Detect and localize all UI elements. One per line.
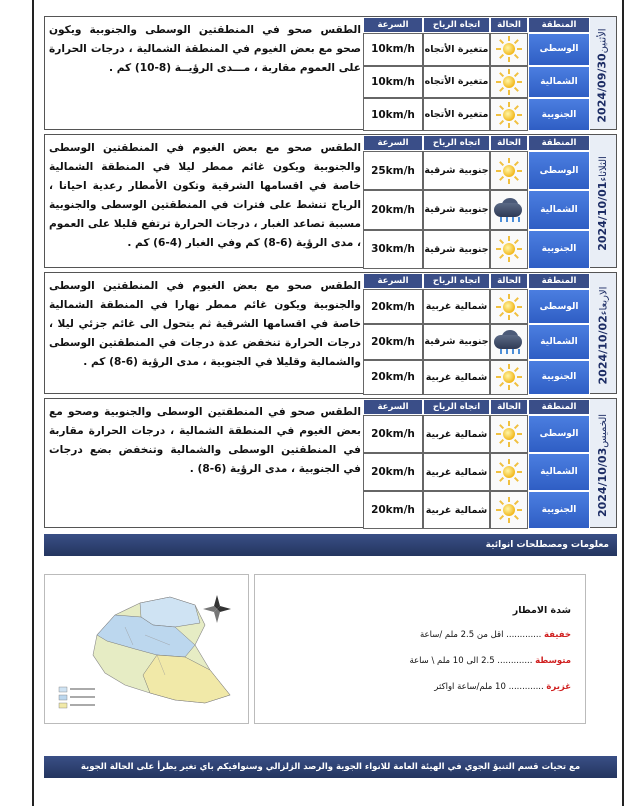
sun-icon xyxy=(496,294,522,320)
sun-icon xyxy=(496,36,522,62)
sun-core xyxy=(503,165,515,177)
state-cell xyxy=(490,324,528,359)
wind-speed-cell: 10km/h xyxy=(363,33,423,66)
sun-icon xyxy=(496,158,522,184)
day-date: 2024/10/03 xyxy=(596,447,609,517)
wind-speed-cell: 20km/h xyxy=(363,360,423,395)
header-region: المنطقة xyxy=(528,135,590,151)
rain-text: ............. 10 ملم/ساعة اواكثر xyxy=(434,682,544,692)
sun-icon xyxy=(496,421,522,447)
rain-label: غزيرة xyxy=(546,682,571,692)
header-speed: السرعة xyxy=(363,17,423,33)
sun-core xyxy=(503,504,515,516)
day-block xyxy=(44,398,617,528)
forecast-description: الطقس صحو مع بعض الغيوم في المنطقتين الوسطى والجنوبية ويكون غائم ممطر ليلا في المنطقة الشمالية خاصة في اقسامها الشرقية وتكون الأمطار رعدية احيانا ، الرياح تنشط على فترات في المنطقتين الوسطى والجنوبية مسببة تصاعد الغبار ، درجات الحرارة ترتفع قليلا على العموم ، مدى الرؤية (6-8) كم وفي الغبار (4-6) كم . xyxy=(49,142,361,249)
wind-direction-cell: شمالية غربية xyxy=(423,360,490,395)
state-cell xyxy=(490,190,528,229)
day-name: الأثنين xyxy=(598,27,609,53)
sun-icon xyxy=(496,236,522,262)
rain-drop xyxy=(500,349,502,354)
day-block xyxy=(44,272,617,394)
state-cell xyxy=(490,415,528,453)
wind-direction-cell: متغيرة الأتجاه xyxy=(423,98,490,131)
day-date: 2024/10/02 xyxy=(596,314,609,384)
wind-direction-cell: جنوبية شرقية xyxy=(423,151,490,190)
wind-speed-cell: 20km/h xyxy=(363,324,423,359)
region-cell: الجنوبية xyxy=(528,98,590,131)
wind-speed-cell: 20km/h xyxy=(363,453,423,491)
iraq-regions-map xyxy=(44,574,249,724)
state-cell xyxy=(490,98,528,131)
header-wind-dir: اتجاه الرياح xyxy=(423,399,490,415)
sun-icon xyxy=(496,497,522,523)
storm-cloud-icon xyxy=(492,329,526,355)
sun-icon xyxy=(496,102,522,128)
wind-direction-cell: جنوبية شرقية xyxy=(423,190,490,229)
sun-icon xyxy=(496,459,522,485)
rain-intensity-panel xyxy=(254,574,586,724)
region-cell: الوسطى xyxy=(528,415,590,453)
header-region: المنطقة xyxy=(528,273,590,289)
wind-speed-cell: 25km/h xyxy=(363,151,423,190)
wind-speed-cell: 20km/h xyxy=(363,415,423,453)
region-cell: الجنوبية xyxy=(528,360,590,395)
day-date: 2024/09/30 xyxy=(596,52,609,123)
header-state: الحالة xyxy=(490,399,528,415)
region-cell: الشمالية xyxy=(528,453,590,491)
state-cell xyxy=(490,453,528,491)
footer-bar xyxy=(44,756,617,778)
header-wind-dir: اتجاه الرياح xyxy=(423,273,490,289)
region-cell: الشمالية xyxy=(528,324,590,359)
wind-speed-cell: 30km/h xyxy=(363,230,423,269)
left-frame-line xyxy=(32,0,34,806)
region-cell: الجنوبية xyxy=(528,230,590,269)
region-cell: الشمالية xyxy=(528,66,590,99)
wind-speed-cell: 10km/h xyxy=(363,66,423,99)
date-label xyxy=(596,152,609,251)
info-title-bar xyxy=(44,534,617,556)
rain-drop xyxy=(506,349,508,354)
state-cell xyxy=(490,360,528,395)
region-cell: الجنوبية xyxy=(528,491,590,529)
rain-row-light xyxy=(255,630,571,640)
forecast-description: الطقس صحو مع بعض الغيوم في المنطقتين الوسطى والجنوبية ويكون غائم ممطر نهارا في المنطقة الشمالية خاصة في اقسامها الشرقية ثم يتحول الى غائم جزئي ليلا ، درجات الحرارة تنخفض عدة درجات في المنطقتين الوسطى والشمالية وقليلا في الجنوبية ، مدى الرؤية (6-8) كم . xyxy=(49,280,361,368)
day-date: 2024/10/01 xyxy=(596,181,610,251)
forecast-description: الطقس صحو في المنطقتين الوسطى والجنوبية وصحو مع بعض الغيوم في المنطقة الشمالية ، درجات الحرارة مقاربة في المنطقتين الوسطى والشمالية وتنخفض بضع درجات في الجنوبية ، مدى الرؤية (6-8) . xyxy=(49,406,361,475)
day-block xyxy=(44,16,617,130)
rain-drop xyxy=(512,349,514,354)
wind-direction-cell: متغيرة الأتجاه xyxy=(423,33,490,66)
rain-row-heavy xyxy=(255,682,571,692)
wind-speed-cell: 20km/h xyxy=(363,491,423,529)
day-name: الاربعاء xyxy=(598,286,609,315)
wind-direction-cell: شمالية غربية xyxy=(423,453,490,491)
date-label xyxy=(596,282,609,384)
region-cell: الوسطى xyxy=(528,151,590,190)
day-block xyxy=(44,134,617,268)
forecast-description: الطقس صحو في المنطقتين الوسطى والجنوبية ويكون صحو مع بعض الغيوم في المنطقة الشمالية ، درجات الحرارة على العموم مقاربة ، مـــدى الرؤيــة (8-10) كم . xyxy=(49,24,361,74)
footer-text: مع تحيات قسم التنبؤ الجوي في الهيئة العامة للانواء الجوية والرصد الزلزالي وسنوافيكم باي تغير يطرأ على الحالة الجوية xyxy=(80,762,581,772)
wind-speed-cell: 20km/h xyxy=(363,190,423,229)
state-cell xyxy=(490,289,528,324)
cloud-part xyxy=(494,335,522,349)
header-state: الحالة xyxy=(490,17,528,33)
region-cell: الوسطى xyxy=(528,33,590,66)
rain-text: ............. 2.5 الى 10 ملم \ ساعة xyxy=(409,656,533,666)
region-cell: الوسطى xyxy=(528,289,590,324)
wind-direction-cell: شمالية غربية xyxy=(423,415,490,453)
cloud-part xyxy=(494,203,522,217)
rain-drop xyxy=(518,217,520,222)
header-speed: السرعة xyxy=(363,273,423,289)
wind-speed-cell: 10km/h xyxy=(363,98,423,131)
date-column xyxy=(588,399,616,527)
wind-direction-cell: جنوبية شرقية xyxy=(423,324,490,359)
state-cell xyxy=(490,491,528,529)
rain-drop xyxy=(500,217,502,222)
day-name: الخميس xyxy=(598,413,609,448)
state-cell xyxy=(490,230,528,269)
info-title: معلومات ومصطلحات انوائية xyxy=(485,540,609,550)
header-wind-dir: اتجاه الرياح xyxy=(423,135,490,151)
header-state: الحالة xyxy=(490,273,528,289)
rain-drop xyxy=(518,349,520,354)
sun-icon xyxy=(496,364,522,390)
header-state: الحالة xyxy=(490,135,528,151)
header-region: المنطقة xyxy=(528,399,590,415)
header-speed: السرعة xyxy=(363,399,423,415)
wind-direction-cell: جنوبية شرقية xyxy=(423,230,490,269)
sun-icon xyxy=(496,69,522,95)
sun-core xyxy=(503,428,515,440)
state-cell xyxy=(490,151,528,190)
sun-core xyxy=(503,466,515,478)
header-wind-dir: اتجاه الرياح xyxy=(423,17,490,33)
header-speed: السرعة xyxy=(363,135,423,151)
date-label xyxy=(596,24,609,122)
storm-cloud-icon xyxy=(492,197,526,223)
header-region: المنطقة xyxy=(528,17,590,33)
wind-direction-cell: شمالية غربية xyxy=(423,289,490,324)
region-cell: الشمالية xyxy=(528,190,590,229)
state-cell xyxy=(490,33,528,66)
day-name: الثلاثاء xyxy=(598,155,610,182)
date-column xyxy=(588,17,616,129)
right-frame-line xyxy=(622,0,624,806)
date-column xyxy=(588,135,616,267)
rain-title: شدة الامطار xyxy=(512,605,571,616)
wind-speed-cell: 20km/h xyxy=(363,289,423,324)
state-cell xyxy=(490,66,528,99)
rain-row-moderate xyxy=(255,656,571,666)
rain-drop xyxy=(512,217,514,222)
date-label xyxy=(596,409,609,516)
rain-drop xyxy=(506,217,508,222)
sun-core xyxy=(503,76,515,88)
wind-direction-cell: شمالية غربية xyxy=(423,491,490,529)
rain-text: ............. اقل من 2.5 ملم /ساعة xyxy=(420,630,542,640)
date-column xyxy=(588,273,616,393)
sun-core xyxy=(503,301,515,313)
rain-label: متوسطة xyxy=(535,656,571,666)
wind-direction-cell: متغيرة الأتجاه xyxy=(423,66,490,99)
sun-core xyxy=(503,109,515,121)
rain-label: خفيفة xyxy=(544,630,571,640)
weather-forecast-page xyxy=(14,0,628,806)
